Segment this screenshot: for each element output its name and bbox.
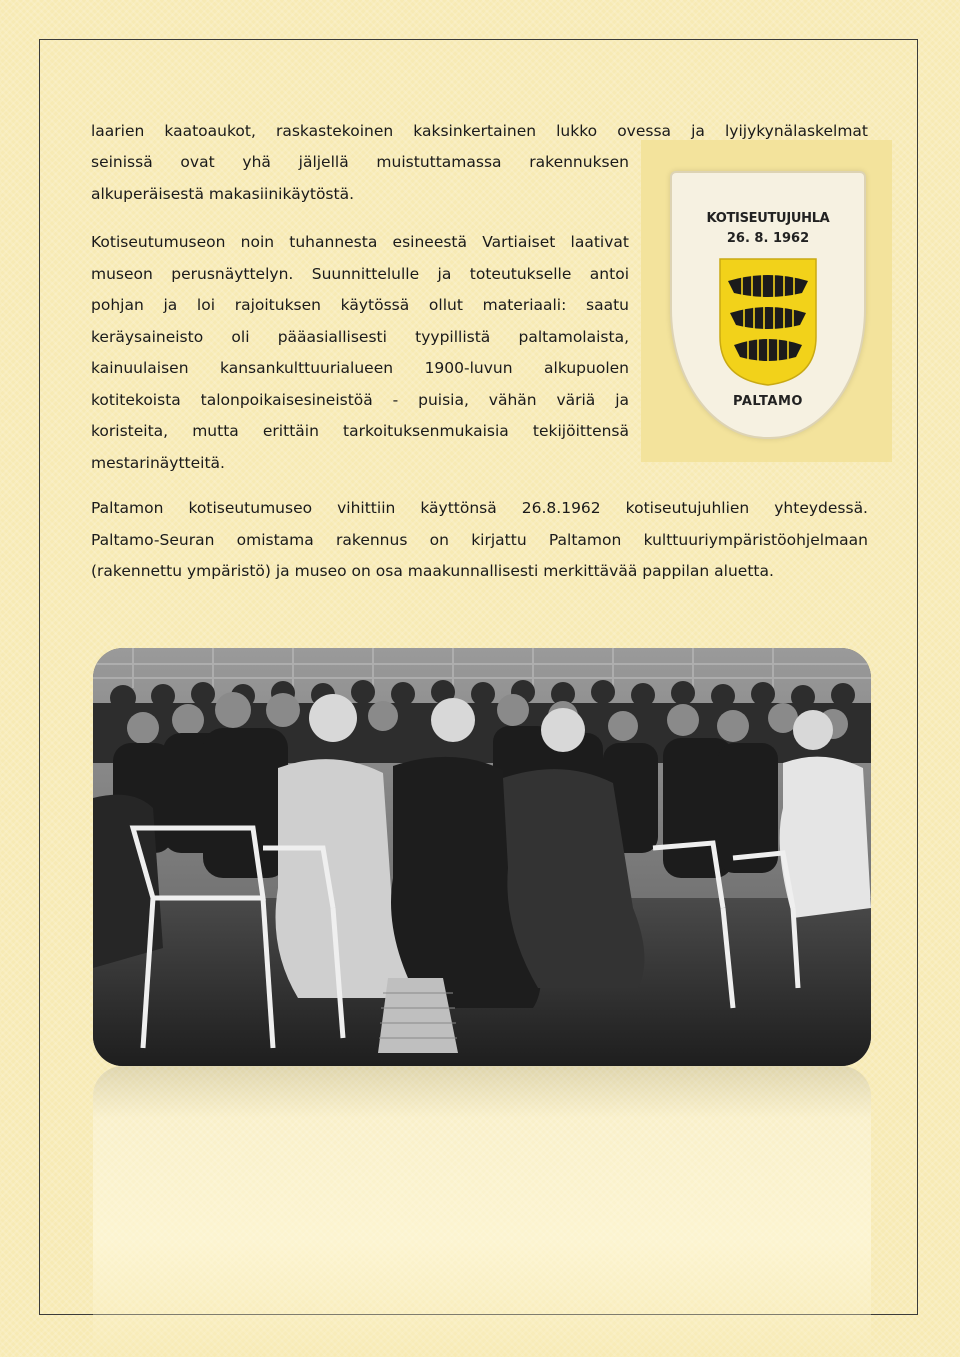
- text-line: Kotiseutumuseon noin tuhannesta esineestä Vartiaiset laativat: [91, 233, 629, 251]
- audience-photo-illustration: [93, 648, 871, 1066]
- text-line: seinissä ovat yhä jäljellä muistuttamassa rakennuksen: [91, 153, 629, 171]
- text-line: kainuulaisen kansankulttuurialueen 1900-luvun alkupuolen: [91, 359, 629, 377]
- paragraph-inauguration: [91, 493, 868, 588]
- badge-title: KOTISEUTUJUHLA: [706, 211, 830, 226]
- paragraph-intro-rest: [91, 147, 629, 210]
- text-line: mestarinäytteitä.: [91, 453, 225, 472]
- festival-badge: [670, 171, 866, 439]
- text-line: (rakennettu ympäristö) ja museo on osa maakunnallisesti merkittävää pappilan aluetta.: [91, 562, 774, 580]
- paragraph-intro-line1: laarien kaatoaukot, raskastekoinen kaksinkertainen lukko ovessa ja lyijykynälaskelmat: [91, 122, 868, 140]
- audience-photo: [93, 648, 871, 1066]
- text-line: Paltamon kotiseutumuseo vihittiin käyttönsä 26.8.1962 kotiseutujuhlien yhteydessä.: [91, 499, 868, 517]
- text-line: museon perusnäyttelyn. Suunnittelulle ja toteutukselle antoi: [91, 264, 629, 283]
- text-line: keräysaineisto oli pääasiallisesti tyypillistä paltamolaista,: [91, 327, 629, 346]
- text-line: alkuperäisestä makasiinikäytöstä.: [91, 184, 355, 203]
- badge-place: PALTAMO: [733, 394, 803, 409]
- text-line: Paltamo-Seuran omistama rakennus on kirjattu Paltamon kulttuuriympäristöohjelmaan: [91, 530, 868, 549]
- text-line: koristeita, mutta erittäin tarkoituksenmukaisia tekijöittensä: [91, 422, 629, 440]
- text-line: pohjan ja loi rajoituksen käytössä ollut materiaali: saatu: [91, 296, 629, 314]
- badge-date: 26. 8. 1962: [726, 231, 810, 246]
- badge-image: [641, 140, 892, 462]
- paragraph-exhibition: [91, 227, 629, 479]
- coat-of-arms-three-boats-icon: [718, 257, 818, 387]
- text-line: kotitekoista talonpoikaisesineistöä - puisia, vähän väriä ja: [91, 390, 629, 409]
- photo-reflection: [93, 1066, 871, 1357]
